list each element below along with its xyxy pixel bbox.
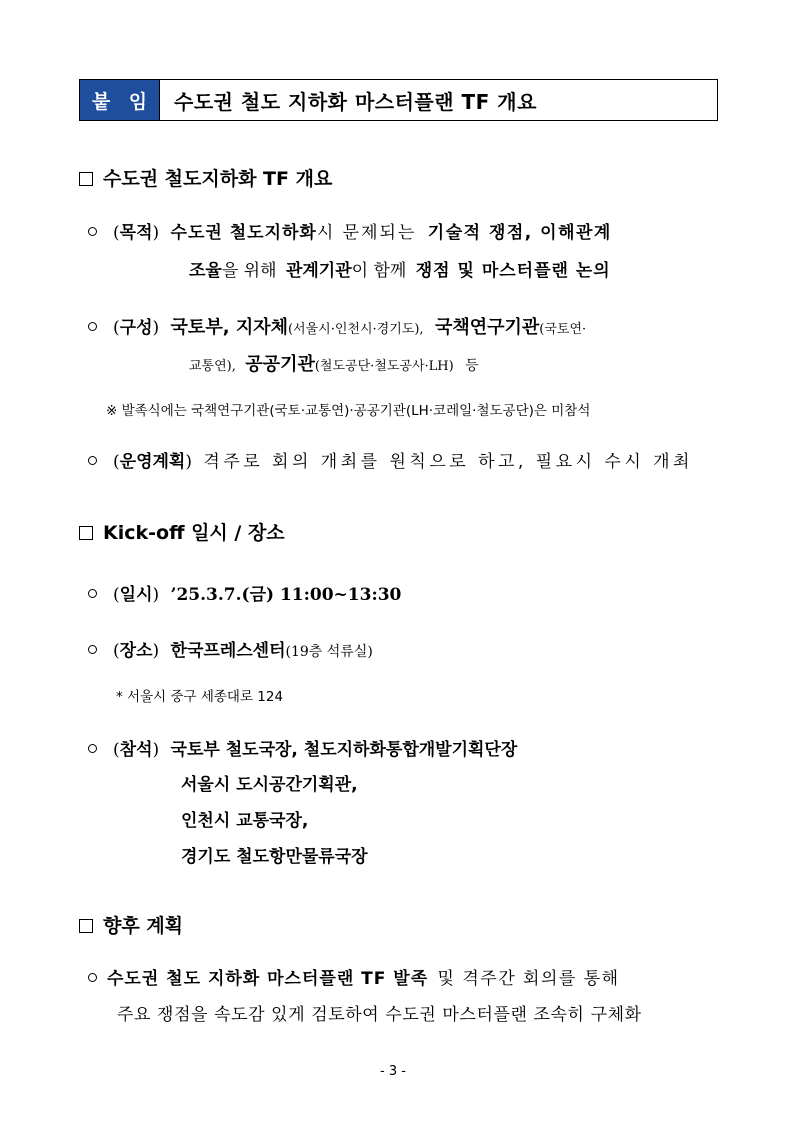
checkbox-square-icon bbox=[79, 919, 93, 933]
section-header-kickoff bbox=[79, 518, 285, 545]
bullet-circle-icon bbox=[88, 744, 97, 753]
bullet-datetime: (일시) ’25.3.7.(금) 11:00~13:30 bbox=[88, 580, 401, 605]
purpose-label: 목적 bbox=[119, 223, 153, 243]
bullet-circle-icon bbox=[88, 322, 97, 331]
bullet-composition-line1: (구성) 국토부, 지자체(서울시·인천시·경기도), 국책연구기관(국토연· bbox=[88, 313, 586, 339]
bullet-circle-icon bbox=[88, 456, 97, 465]
bullet-operation: (운영계획) 격주로 회의 개최를 원칙으로 하고, 필요시 수시 개최 bbox=[88, 447, 693, 472]
section-header-text: 수도권 철도지하화 TF 개요 bbox=[103, 168, 333, 190]
bullet-place: (장소) 한국프레스센터(19층 석류실) bbox=[88, 636, 373, 661]
operation-label: 운영계획 bbox=[119, 452, 186, 472]
checkbox-square-icon bbox=[79, 172, 93, 186]
bullet-attendees: (참석) 국토부 철도국장, 철도지하화통합개발기획단장 bbox=[88, 735, 517, 760]
bullet-composition-line2: 교통연), 공공기관(철도공단·철도공사·LH) 등 bbox=[189, 354, 479, 375]
bullet-plan-line2: 주요 쟁점을 속도감 있게 검토하여 수도권 마스터플랜 조속히 구체화 bbox=[117, 1005, 642, 1025]
document-title: 수도권 철도 지하화 마스터플랜 TF 개요 bbox=[174, 89, 537, 114]
bullet-circle-icon bbox=[88, 645, 97, 654]
bullet-purpose-line1: (목적) 수도권 철도지하화시 문제되는 기술적 쟁점, 이해관계 bbox=[88, 218, 612, 243]
attendee-gyeonggi: 경기도 철도항만물류국장 bbox=[181, 847, 368, 867]
footnote-attendance: ※ 발족식에는 국책연구기관(국토·교통연)·공공기관(LH·코레일·철도공단)은 미참석 bbox=[106, 403, 591, 419]
composition-label: 구성 bbox=[119, 318, 153, 338]
datetime-value: ’25.3.7.(금) 11:00~13:30 bbox=[170, 585, 402, 605]
bullet-circle-icon bbox=[88, 973, 97, 982]
attendee-incheon: 인천시 교통국장, bbox=[181, 811, 309, 831]
place-value: 한국프레스센터 bbox=[170, 641, 286, 661]
bullet-circle-icon bbox=[88, 589, 97, 598]
address-note: * 서울시 중구 세종대로 124 bbox=[116, 689, 284, 705]
section-header-tf-overview bbox=[79, 164, 332, 191]
checkbox-square-icon bbox=[79, 526, 93, 540]
title-box bbox=[79, 79, 718, 121]
attendees-label: 참석 bbox=[119, 740, 153, 760]
bullet-purpose-line2: 조율을 위해 관계기관이 함께 쟁점 및 마스터플랜 논의 bbox=[189, 261, 611, 281]
section-header-text: Kick-off 일시 / 장소 bbox=[103, 522, 285, 544]
section-header-text: 향후 계획 bbox=[103, 915, 184, 937]
section-header-future-plan bbox=[79, 911, 183, 938]
attendee-seoul: 서울시 도시공간기획관, bbox=[181, 775, 358, 795]
attachment-badge: 붙 임 bbox=[80, 80, 160, 120]
bullet-plan-line1: 수도권 철도 지하화 마스터플랜 TF 발족 및 격주간 회의를 통해 bbox=[88, 964, 620, 989]
page-number: - 3 - bbox=[380, 1064, 406, 1079]
bullet-circle-icon bbox=[88, 227, 97, 236]
place-label: 장소 bbox=[119, 641, 153, 661]
datetime-label: 일시 bbox=[119, 585, 153, 605]
